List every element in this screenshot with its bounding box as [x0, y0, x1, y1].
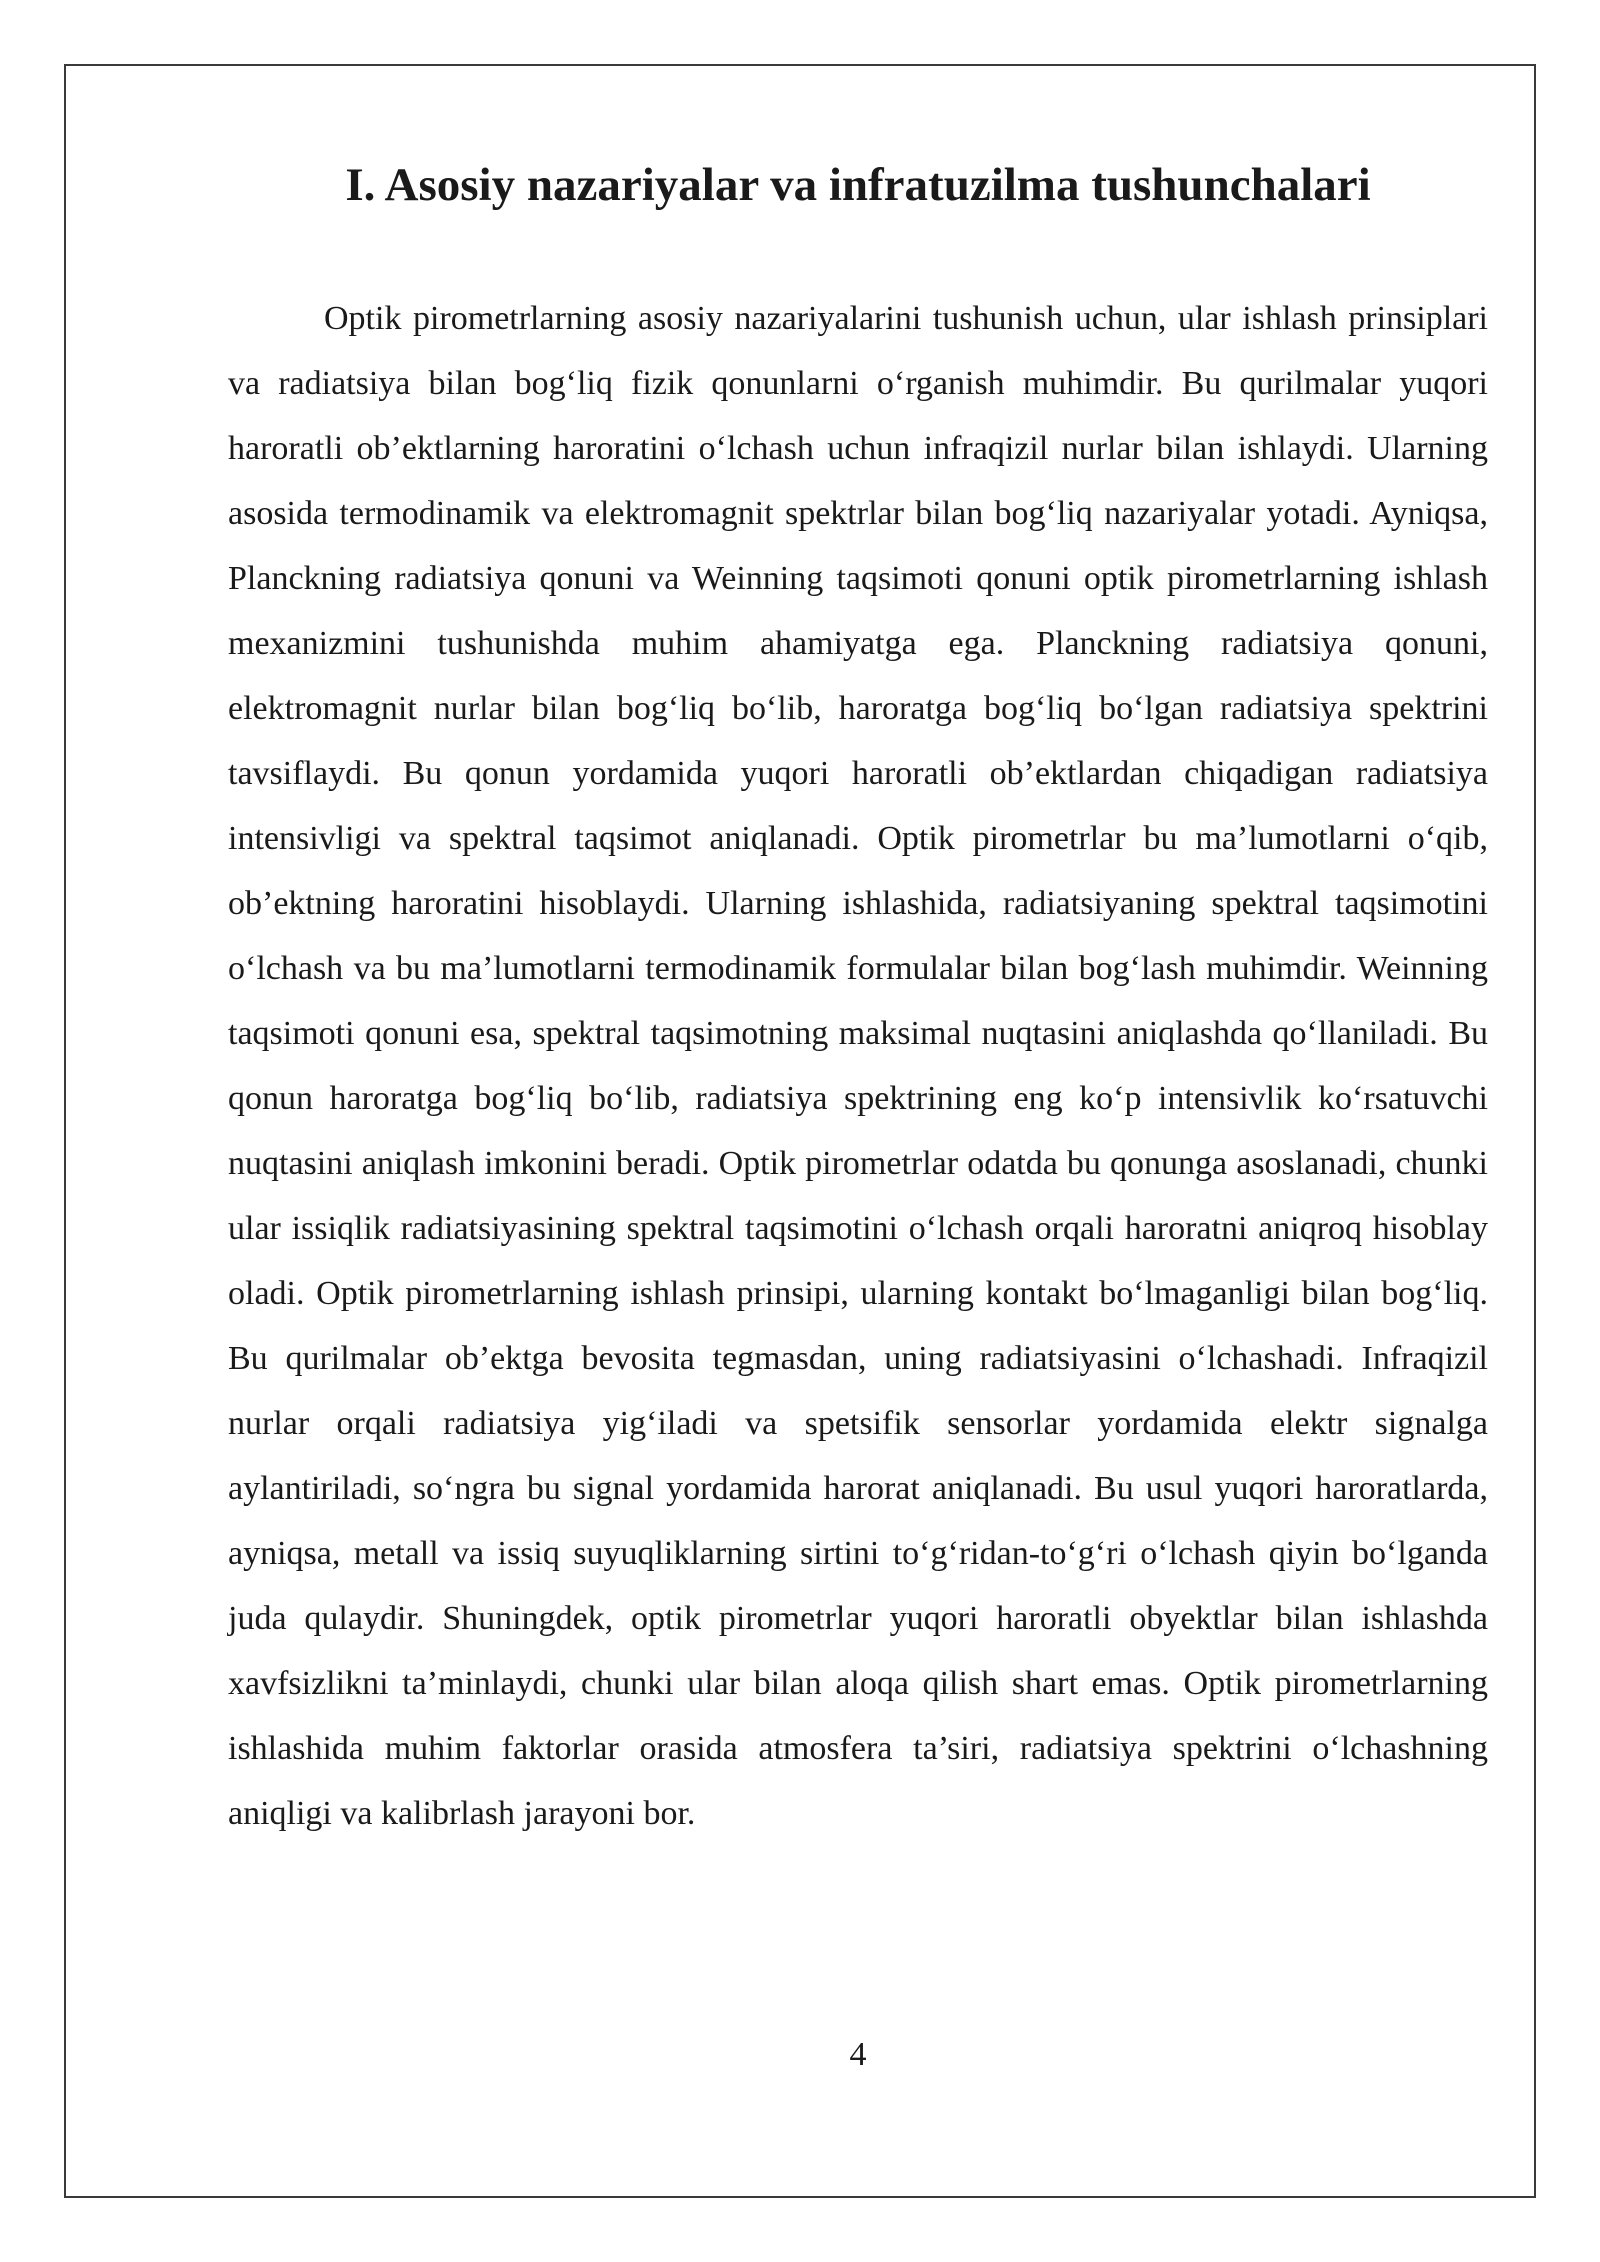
section-heading: I. Asosiy nazariyalar va infratuzilma tushunchalari — [345, 159, 1371, 211]
page-number: 4 — [849, 2036, 867, 2073]
body-paragraph: Optik pirometrlarning asosiy nazariyalarini tushunish uchun, ular ishlash prinsiplari va radiatsiya bilan bog‘liq fizik qonunlarni o‘rganish muhimdir. Bu qurilmalar yuqori haroratli ob’ektlarning haroratini o‘lchash uchun infraqizil nurlar bilan ishlaydi. Ularning asosida termodinamik va elektromagnit spektrlar bilan bog‘liq nazariyalar yotadi. Ayniqsa, Planckning radiatsiya qonuni va Weinning taqsimoti qonuni optik pirometrlarning ishlash mexanizmini tushunishda muhim ahamiyatga ega. Planckning radiatsiya qonuni, elektromagnit nurlar bilan bog‘liq bo‘lib, haroratga bog‘liq bo‘lgan radiatsiya spektrini tavsiflaydi. Bu qonun yordamida yuqori haroratli ob’ektlardan chiqadigan radiatsiya intensivligi va spektral taqsimot aniqlanadi. Optik pirometrlar bu ma’lumotlarni o‘qib, ob’ektning haroratini hisoblaydi. Ularning ishlashida, radiatsiyaning spektral taqsimotini o‘lchash va bu ma’lumotlarni termodinamik formulalar bilan bog‘lash muhimdir. Weinning taqsimoti qonuni esa, spektral taqsimotning maksimal nuqtasini aniqlashda qo‘llaniladi. Bu qonun haroratga bog‘liq bo‘lib, radiatsiya spektrining eng ko‘p intensivlik ko‘rsatuvchi nuqtasini aniqlash imkonini beradi. Optik pirometrlar odatda bu qonunga asoslanadi, chunki ular issiqlik radiatsiyasining spektral taqsimotini o‘lchash orqali haroratni aniqroq hisoblay oladi. Optik pirometrlarning ishlash prinsipi, ularning kontakt bo‘lmaganligi bilan bog‘liq. Bu qurilmalar ob’ektga bevosita tegmasdan, uning radiatsiyasini o‘lchashadi. Infraqizil nurlar orqali radiatsiya yig‘iladi va spetsifik sensorlar yordamida elektr signalga aylantiriladi, so‘ngra bu signal yordamida harorat aniqlanadi. Bu usul yuqori haroratlarda, ayniqsa, metall va issiq suyuqliklarning sirtini to‘g‘ridan-to‘g‘ri o‘lchash qiyin bo‘lganda juda qulaydir. Shuningdek, optik pirometrlar yuqori haroratli obyektlar bilan ishlashda xavfsizlikni ta’minlaydi, chunki ular bilan aloqa qilish shart emas. Optik pirometrlarning ishlashida muhim faktorlar orasida atmosfera ta’siri, radiatsiya spektrini o‘lchashning aniqligi va kalibrlash jarayoni bor. — [228, 300, 1488, 1832]
